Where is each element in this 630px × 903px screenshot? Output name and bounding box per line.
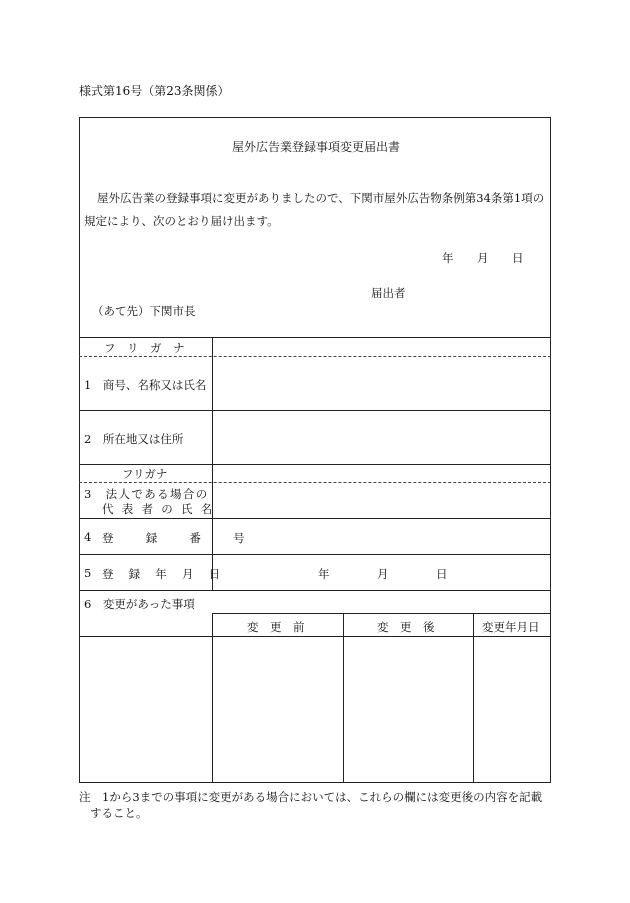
item-1-label: 1 商号、名称又は氏名 [84,378,207,392]
change-col-line-2 [343,613,344,783]
change-col-line-3 [473,613,474,783]
row-line-4 [79,554,551,555]
furigana-label: フ リ ガ ナ [104,341,185,355]
note-line-1: 注 1から3までの事項に変更がある場合においては、これらの欄には変更後の内容を記載 [79,790,543,804]
row-line-2 [79,464,551,465]
row-line-6 [212,613,551,614]
form-number: 様式第16号（第23条関係） [79,84,230,98]
item-5-label: 登 録 年 月 日 [102,567,226,581]
item-5-number: 5 [84,566,92,580]
item-4-number: 4 [84,530,92,544]
date-day: 日 [512,251,524,265]
furigana-divider [79,356,551,357]
item-3-label-line-2: 代 表 者 の 氏 名 [102,502,215,516]
applicant-label: 届出者 [371,286,406,300]
table-top-line [79,337,551,338]
header-date: 変更年月日 [482,620,540,634]
label-column-line [212,337,213,590]
item-5-day: 日 [436,567,448,581]
item-5-year: 年 [318,567,330,581]
furigana-divider-2 [79,482,551,483]
row-line-5 [79,590,551,591]
item-4-label: 登 録 番 号 [102,531,255,545]
header-before: 変 更 前 [247,620,305,634]
item-2-label: 2 所在地又は住所 [84,432,184,446]
header-after: 変 更 後 [377,620,435,634]
item-3-label-line-1: 3 法人である場合の [84,487,209,501]
addressee: （あて先）下関市長 [92,304,196,318]
row-line-7 [79,636,551,637]
page-title: 屋外広告業登録事項変更届出書 [232,140,401,154]
change-col-line-1 [212,613,213,783]
date-year: 年 [442,251,454,265]
date-month: 月 [477,251,489,265]
item-6-label: 6 変更があった事項 [84,597,195,611]
intro-line-1: 屋外広告業の登録事項に変更がありましたので、下関市屋外広告物条例第34条第1項の [97,191,545,205]
row-line-3 [79,518,551,519]
note-line-2: すること。 [90,806,148,820]
furigana-label-2: フリガナ [122,467,168,481]
intro-line-2: 規定により、次のとおり届け出ます。 [84,214,279,228]
row-line-1 [79,410,551,411]
item-5-month: 月 [377,567,389,581]
